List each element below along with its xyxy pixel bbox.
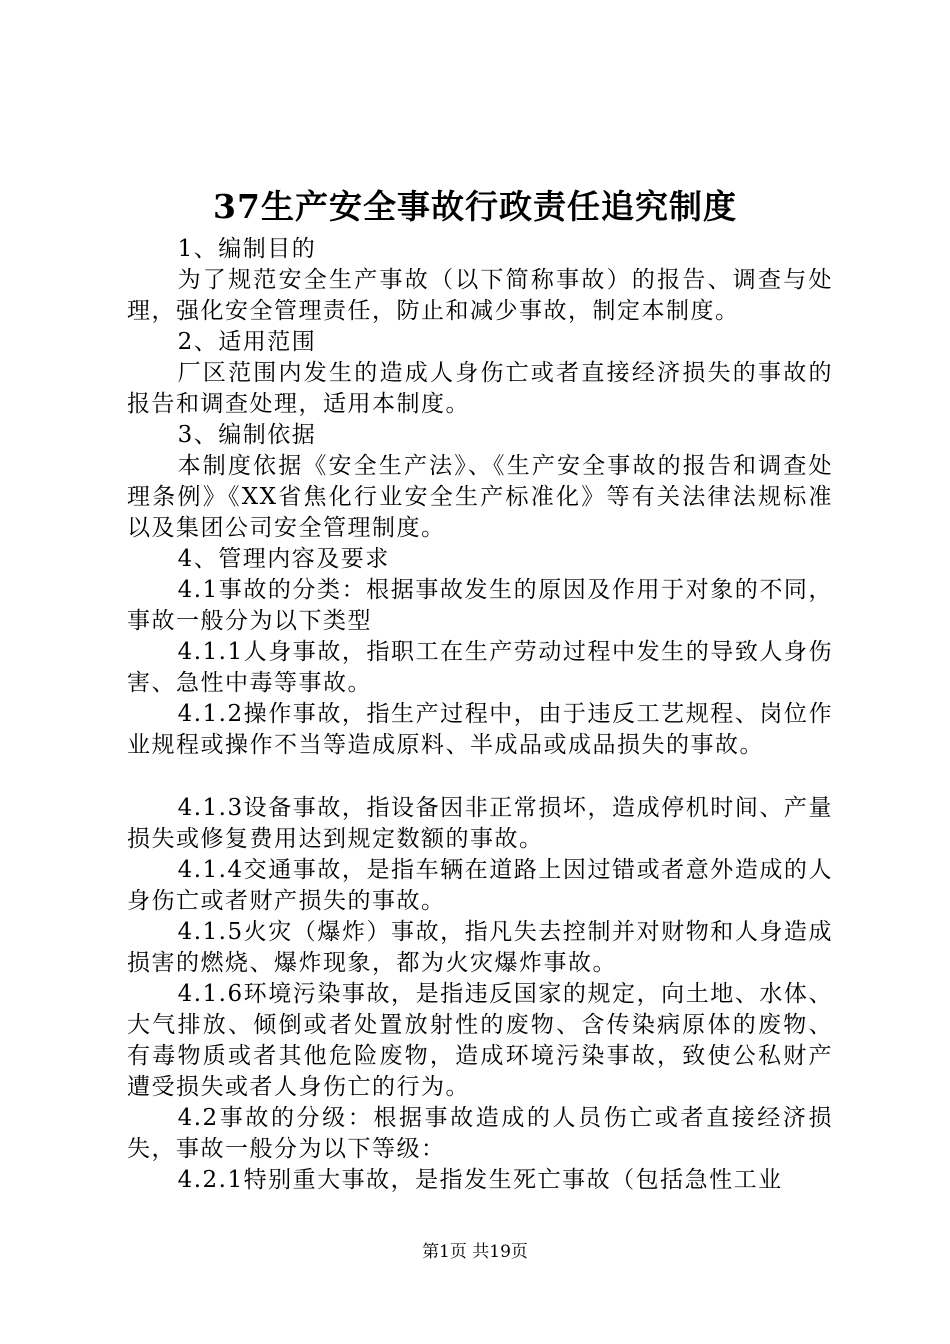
paragraph: 4.1.3设备事故，指设备因非正常损坏，造成停机时间、产量损失或修复费用达到规定数额的事故。: [127, 795, 833, 852]
paragraph: 4.1.1人身事故，指职工在生产劳动过程中发生的导致人身伤害、急性中毒等事故。: [127, 639, 833, 696]
paragraph: 4.1.2操作事故，指生产过程中，由于违反工艺规程、岗位作业规程或操作不当等造成原料、半成品或成品损失的事故。: [127, 701, 833, 758]
section-heading: 3、编制依据: [177, 422, 317, 448]
section-heading: 2、适用范围: [177, 329, 317, 355]
paragraph: 本制度依据《安全生产法》、《生产安全事故的报告和调查处理条例》《XX省焦化行业安全生产标准化》等有关法律法规标准以及集团公司安全管理制度。: [127, 453, 833, 541]
section-heading: 4、管理内容及要求: [177, 546, 390, 572]
document-title: 37生产安全事故行政责任追究制度: [213, 187, 737, 226]
paragraph: 为了规范安全生产事故（以下简称事故）的报告、调查与处理，强化安全管理责任，防止和减少事故，制定本制度。: [127, 267, 833, 324]
paragraph: 厂区范围内发生的造成人身伤亡或者直接经济损失的事故的报告和调查处理，适用本制度。: [127, 360, 833, 417]
paragraph: 4.1.4交通事故，是指车辆在道路上因过错或者意外造成的人身伤亡或者财产损失的事故。: [127, 857, 833, 914]
section-heading: 1、编制目的: [177, 236, 317, 262]
paragraph: 4.1.6环境污染事故，是指违反国家的规定，向土地、水体、大气排放、倾倒或者处置放射性的废物、含传染病原体的废物、有毒物质或者其他危险废物，造成环境污染事故，致使公私财产遭受损失或者人身伤亡的行为。: [127, 981, 833, 1100]
paragraph: 4.2.1特别重大事故，是指发生死亡事故（包括急性工业: [177, 1167, 783, 1193]
paragraph: 4.2事故的分级：根据事故造成的人员伤亡或者直接经济损失，事故一般分为以下等级：: [127, 1105, 833, 1162]
paragraph: 4.1.5火灾（爆炸）事故，指凡失去控制并对财物和人身造成损害的燃烧、爆炸现象，都为火灾爆炸事故。: [127, 919, 833, 976]
document-body: [127, 234, 833, 1196]
page-footer: 第1页 共19页: [422, 1242, 528, 1262]
paragraph: 4.1事故的分类：根据事故发生的原因及作用于对象的不同，事故一般分为以下类型: [127, 577, 833, 634]
